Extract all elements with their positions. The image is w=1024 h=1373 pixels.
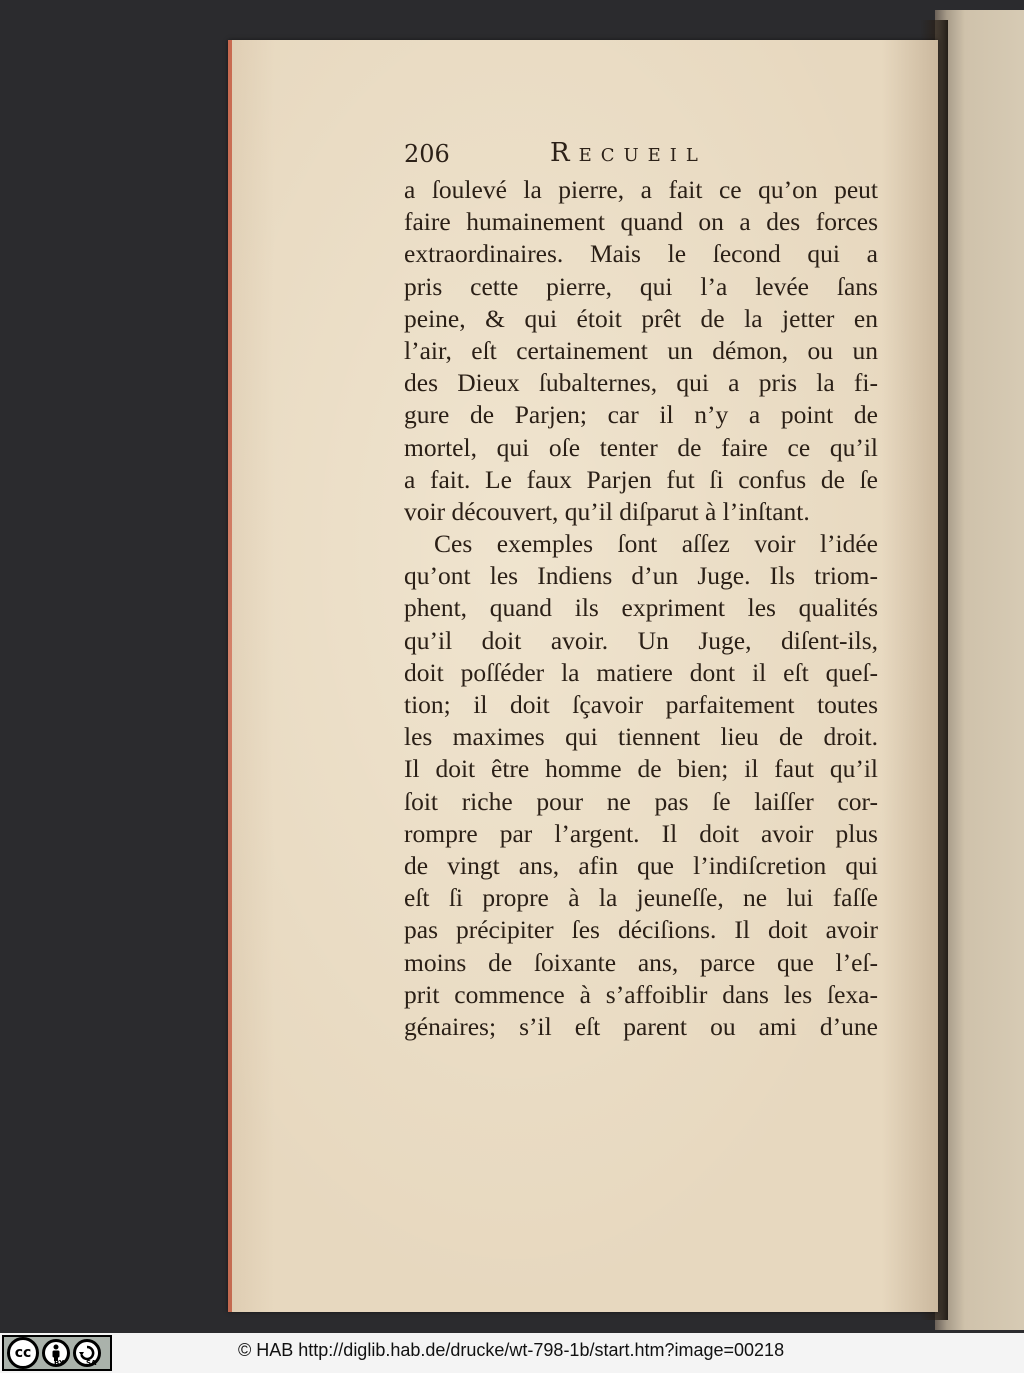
sa-label: SA [86,1359,97,1367]
text-line: doit poſſéder la matiere dont il eſt queſ- [404,657,878,687]
text-line: extraordinaires. Mais le ſecond qui a [404,239,878,269]
cc-license-badge[interactable] [2,1335,112,1371]
by-label: BY [54,1359,65,1367]
text-line: pris cette pierre, qui l’a levée ſans [404,271,878,301]
text-line: a fait. Le faux Parjen fut ſi confus de ſe [404,464,878,494]
text-line: pas précipiter ſes déciſions. Il doit avoir [404,915,878,945]
text-line: phent, quand ils expriment les qualités [404,593,878,623]
text-line: mortel, qui oſe tenter de faire ce qu’il [404,432,878,462]
text-line: qu’ont les Indiens d’un Juge. Ils triom- [404,561,878,591]
cc-icon: cc [7,1337,39,1369]
facing-page [935,10,1024,1330]
page-number: 206 [404,140,450,168]
text-line: Ces exemples ſont aſſez voir l’idée [434,529,878,559]
text-line: qu’il doit avoir. Un Juge, diſent-ils, [404,625,878,655]
text-line: l’air, eſt certainement un démon, ou un [404,335,878,365]
text-line: rompre par l’argent. Il doit avoir plus [404,818,878,848]
running-title: Recueil [550,138,707,168]
text-line: peine, & qui étoit prêt de la jetter en [404,303,878,333]
text-line: prit commence à s’affoiblir dans les ſexa- [404,979,878,1009]
text-line: de vingt ans, afin que l’indiſcretion qui [404,850,878,880]
page-header [404,140,884,178]
page-red-edge [228,40,232,1312]
text-line: eſt ſi propre à la jeuneſſe, ne lui faſſe [404,883,878,913]
text-line: les maximes qui tiennent lieu de droit. [404,722,878,752]
text-line: génaires; s’il eſt parent ou ami d’une [404,1011,878,1041]
text-line: ſoit riche pour ne pas ſe laiſſer cor- [404,786,878,816]
text-line: moins de ſoixante ans, parce que l’eſ- [404,947,878,977]
text-line: Il doit être homme de bien; il faut qu’il [404,754,878,784]
text-line: des Dieux ſubalternes, qui a pris la fi- [404,368,878,398]
text-line: gure de Parjen; car il n’y a point de [404,400,878,430]
body-text [404,174,878,1043]
text-line: a ſoulevé la pierre, a fait ce qu’on peut [404,175,878,204]
text-line: voir découvert, qu’il diſparut à l’inſtant. [404,496,810,526]
copyright-link[interactable]: © HAB http://diglib.hab.de/drucke/wt-798-1b/start.htm?image=00218 [238,1340,785,1360]
text-line: faire humainement quand on a des forces [404,207,878,237]
text-line: tion; il doit ſçavoir parfaitement toutes [404,690,878,719]
